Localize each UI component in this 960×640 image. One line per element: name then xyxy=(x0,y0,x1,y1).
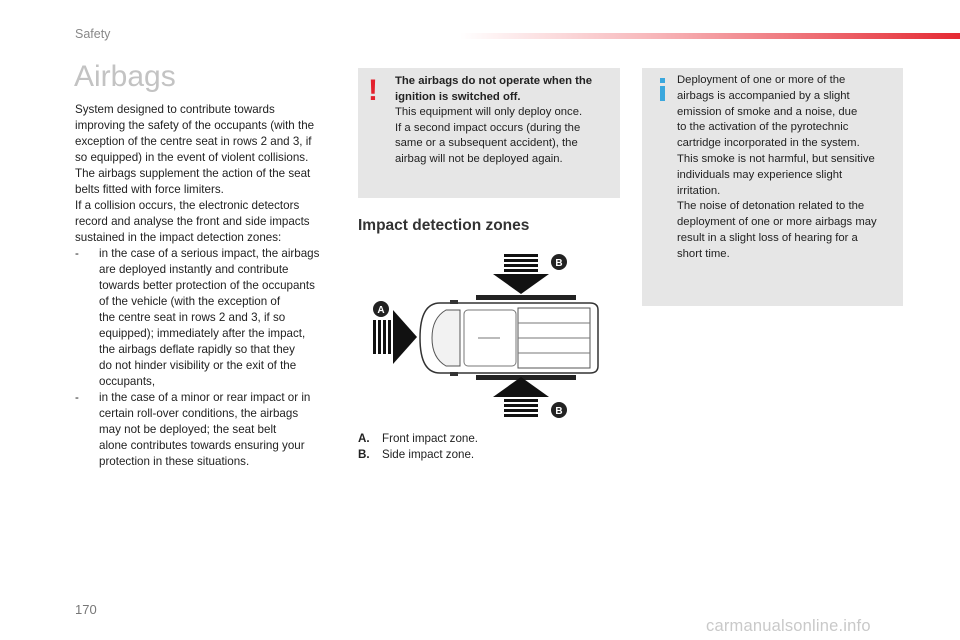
legend-item-b xyxy=(358,447,478,463)
text-line: in the case of a minor or rear impact or in xyxy=(99,391,311,404)
text-line: System designed to contribute towards xyxy=(75,103,275,116)
info-box xyxy=(642,68,903,306)
zone-b-label: B xyxy=(555,258,563,269)
text-line: This equipment will only deploy once. xyxy=(395,106,583,118)
warning-box xyxy=(358,68,620,198)
text-line: If a collision occurs, the electronic detectors xyxy=(75,199,300,212)
watermark: carmanualsonline.info xyxy=(706,617,871,635)
text-line: individuals may experience slight xyxy=(677,168,843,181)
intro-text xyxy=(75,102,337,470)
zone-b-bottom-badge xyxy=(551,402,567,418)
legend-item-a xyxy=(358,431,478,447)
text-line: The noise of detonation related to the xyxy=(677,200,865,213)
warning-bold-line: ignition is switched off. xyxy=(395,90,521,103)
info-paragraph xyxy=(677,73,899,263)
text-line: sustained in the impact detection zones: xyxy=(75,231,282,244)
zone-b-label: B xyxy=(555,406,563,417)
list-dash: - xyxy=(75,247,79,260)
warning-text xyxy=(395,74,613,167)
legend-text: Side impact zone. xyxy=(382,448,475,461)
impact-zones-heading: Impact detection zones xyxy=(358,217,530,234)
text-line: If a second impact occurs (during the xyxy=(395,121,581,134)
impact-behaviour-list xyxy=(75,246,337,470)
text-line: towards better protection of the occupants xyxy=(99,279,315,292)
text-line: This smoke is not harmful, but sensitive xyxy=(677,152,875,165)
text-line: may not be deployed; the seat belt xyxy=(99,423,277,436)
text-line: cartridge incorporated in the system. xyxy=(677,137,860,150)
section-label: Safety xyxy=(75,27,111,41)
text-line: of the vehicle (with the exception of xyxy=(99,295,281,308)
text-line: emission of smoke and a noise, due xyxy=(677,105,858,118)
text-line: do not hinder visibility or the exit of the xyxy=(99,359,297,372)
text-line: alone contributes towards ensuring your xyxy=(99,439,305,452)
list-item xyxy=(75,246,337,390)
text-line: record and analyse the front and side impacts xyxy=(75,215,310,228)
legend-text: Front impact zone. xyxy=(382,432,479,445)
text-line: to the activation of the pyrotechnic xyxy=(677,121,849,134)
header-accent-bar xyxy=(460,33,960,39)
text-line: are deployed instantly and contribute xyxy=(99,263,289,276)
front-impact-arrow xyxy=(373,310,417,364)
text-line: occupants, xyxy=(99,375,156,388)
zones-legend xyxy=(358,431,478,463)
text-line: the centre seat in rows 2 and 3, if so xyxy=(99,311,286,324)
legend-key: A. xyxy=(358,432,370,445)
text-line: protection in these situations. xyxy=(99,455,250,468)
text-line: The airbags supplement the action of the seat xyxy=(75,167,311,180)
warning-bold-line: The airbags do not operate when the xyxy=(395,75,593,87)
intro-paragraph xyxy=(75,102,337,246)
text-line: Deployment of one or more of the xyxy=(677,74,846,86)
side-impact-arrow-top xyxy=(493,254,549,294)
text-line: same or a subsequent accident), the xyxy=(395,137,578,149)
list-item xyxy=(75,390,337,470)
page-number: 170 xyxy=(75,602,97,617)
text-line: so equipped) in the event of violent collisions. xyxy=(75,151,309,164)
info-text xyxy=(677,73,899,263)
exclamation-icon: ! xyxy=(368,74,378,107)
text-line: airbags is accompanied by a slight xyxy=(677,89,850,102)
page-title: Airbags xyxy=(74,60,176,93)
zone-b-top-badge xyxy=(551,254,567,270)
zone-a-label: A xyxy=(377,305,385,316)
text-line: equipped); immediately after the impact, xyxy=(99,327,306,340)
text-line: deployment of one or more airbags may xyxy=(677,216,877,229)
text-line: certain roll-over conditions, the airbags xyxy=(99,407,299,420)
text-line: improving the safety of the occupants (with the xyxy=(75,119,315,132)
vehicle-top-view xyxy=(420,295,598,380)
impact-zones-diagram xyxy=(360,248,600,423)
text-line: the airbags deflate rapidly so that they xyxy=(99,343,295,356)
text-line: short time. xyxy=(677,247,730,260)
text-line: irritation. xyxy=(677,184,721,197)
list-dash: - xyxy=(75,391,79,404)
text-line: airbag will not be deployed again. xyxy=(395,152,563,165)
text-line: belts fitted with force limiters. xyxy=(75,183,224,196)
side-impact-arrow-bottom xyxy=(493,377,549,417)
text-line: exception of the centre seat in rows 2 and 3, if xyxy=(75,135,312,148)
legend-key: B. xyxy=(358,448,370,461)
zone-a-badge xyxy=(373,301,389,317)
text-line: in the case of a serious impact, the airbags xyxy=(99,247,320,260)
text-line: result in a slight loss of hearing for a xyxy=(677,231,858,244)
